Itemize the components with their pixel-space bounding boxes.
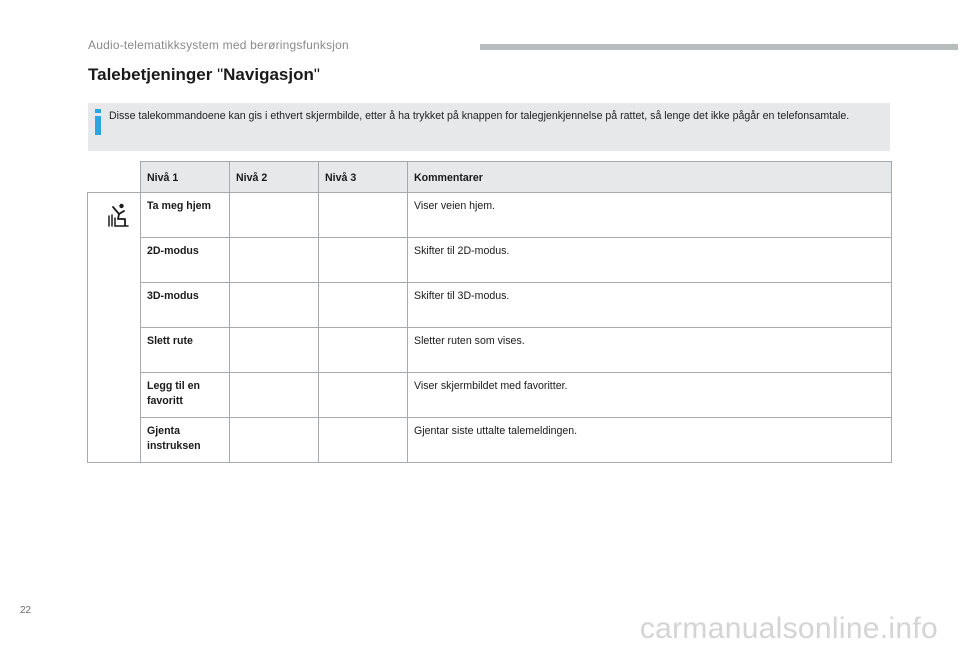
watermark: carmanualsonline.info [639, 612, 938, 645]
row-level2 [230, 238, 319, 283]
info-box [88, 103, 890, 151]
info-icon [95, 109, 101, 135]
table-header-comments: Kommentarer [408, 162, 892, 193]
row-level3 [319, 193, 408, 238]
header-accent-bar [480, 44, 958, 50]
table-header-level1: Nivå 1 [141, 162, 230, 193]
row-level3 [319, 418, 408, 463]
voice-command-icon [106, 203, 132, 229]
row-comment: Viser skjermbildet med favoritter. [408, 373, 892, 418]
row-level1: Slett rute [141, 328, 230, 373]
row-level3 [319, 328, 408, 373]
row-comment: Skifter til 2D-modus. [408, 238, 892, 283]
icon-cell [88, 193, 141, 463]
row-level2 [230, 328, 319, 373]
page-number: 22 [20, 605, 32, 616]
table-row [88, 373, 892, 418]
voice-commands-table [87, 161, 892, 463]
row-level1: 3D-modus [141, 283, 230, 328]
table-row [88, 328, 892, 373]
table-header-blank [88, 162, 141, 193]
row-comment: Skifter til 3D-modus. [408, 283, 892, 328]
title-name: Navigasjon [223, 65, 314, 84]
table-header-level2: Nivå 2 [230, 162, 319, 193]
page-title [88, 65, 320, 85]
table-row [88, 238, 892, 283]
row-level2 [230, 193, 319, 238]
table-header-row [88, 162, 892, 193]
row-comment: Gjentar siste uttalte talemeldingen. [408, 418, 892, 463]
row-level2 [230, 373, 319, 418]
row-comment: Sletter ruten som vises. [408, 328, 892, 373]
table-row [88, 193, 892, 238]
row-level3 [319, 283, 408, 328]
row-level1: Gjenta instruksen [141, 418, 230, 463]
row-comment: Viser veien hjem. [408, 193, 892, 238]
row-level1: 2D-modus [141, 238, 230, 283]
table-header-level3: Nivå 3 [319, 162, 408, 193]
row-level1: Ta meg hjem [141, 193, 230, 238]
title-prefix: Talebetjeninger [88, 65, 218, 84]
table-row [88, 418, 892, 463]
row-level2 [230, 283, 319, 328]
table-row [88, 283, 892, 328]
info-text: Disse talekommandoene kan gis i ethvert skjermbilde, etter å ha trykket på knappen for talegjenkjennelse på rattet, så lenge det ikke pågår en telefonsamtale. [109, 110, 850, 122]
title-open-quote: " [217, 65, 224, 84]
row-level3 [319, 373, 408, 418]
row-level1: Legg til en favoritt [141, 373, 230, 418]
title-close-quote: " [313, 65, 320, 84]
row-level2 [230, 418, 319, 463]
section-header: Audio-telematikksystem med berøringsfunksjon [88, 38, 349, 52]
row-level3 [319, 238, 408, 283]
